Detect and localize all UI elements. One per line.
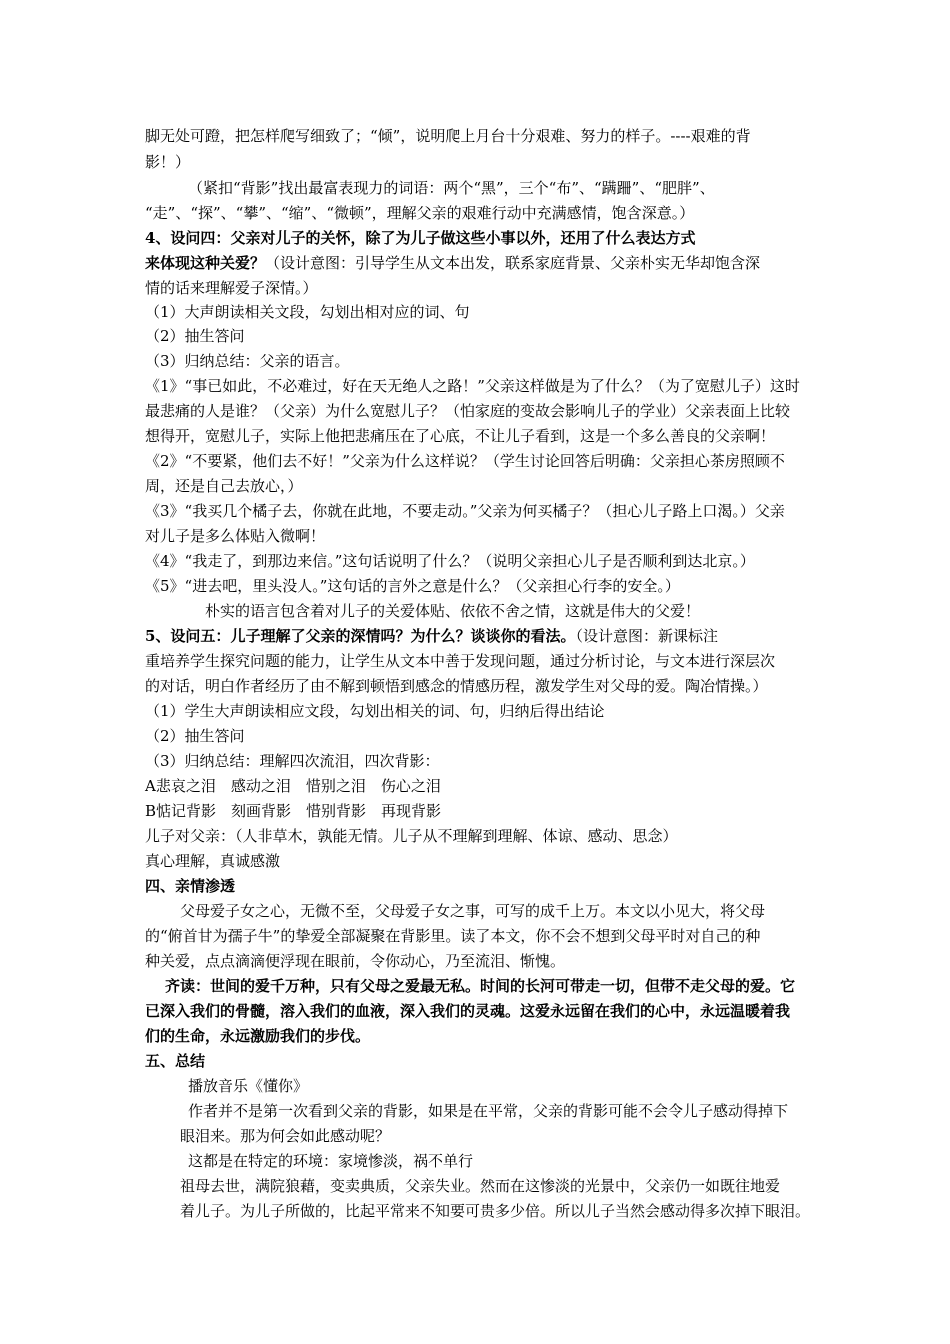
text-line: 种关爱，点点滴滴便浮现在眼前，令你动心，乃至流泪、惭愧。 [145,952,566,970]
text-line: 作者并不是第一次看到父亲的背影，如果是在平常，父亲的背影可能不会令儿子感动得掉下 [188,1102,789,1120]
question-heading: 4、设问四：父亲对儿子的关怀，除了为儿子做这些小事以外，还用了什么表达方式 [145,229,696,247]
text-line: 这都是在特定的环境：家境惨淡，祸不单行 [188,1152,474,1170]
text-line: “走”、“探”、“攀”、“缩”、“微顿”，理解父亲的艰难行动中充满感情，饱含深意。） [145,204,695,222]
text-line: 眼泪来。那为何会如此感动呢？ [180,1127,391,1145]
text-line: 周，还是自己去放心，） [145,477,303,495]
text-line: （2）抽生答问 [145,327,245,345]
text-line: 最悲痛的人是谁？（父亲）为什么宽慰儿子？（怕家庭的变故会影响儿子的学业）父亲表面上比较 [145,402,791,420]
text-line: 齐读：世间的爱千万种，只有父母之爱最无私。时间的长河可带走一切，但带不走父母的爱。它 [165,977,796,995]
text-line: 儿子对父亲：（人非草木，孰能无情。儿子从不理解到理解、体谅、感动、思念） [145,827,678,845]
text-line: 《3》“我买几个橘子去，你就在此地，不要走动。”父亲为何买橘子？（担心儿子路上口渴。）父亲 [145,502,785,520]
text-line: 着儿子。为儿子所做的，比起平常来不知要可贵多少倍。所以儿子当然会感动得多次掉下眼泪。 [180,1202,811,1220]
text-line: （2）抽生答问 [145,727,245,745]
text-line: 《2》“不要紧，他们去不好！”父亲为什么这样说？（学生讨论回答后明确：父亲担心茶房照顾不 [145,452,785,470]
text-line: 的“俯首甘为孺子牛”的挚爱全部凝聚在背影里。读了本文，你不会不想到父母平时对自己的种 [145,927,761,945]
text-line: 《5》“进去吧，里头没人。”这句话的言外之意是什么？（父亲担心行李的安全。） [145,577,680,595]
text-line [145,624,855,648]
text-line: 想得开，宽慰儿子，实际上他把悲痛压在了心底，不让儿子看到，这是一个多么善良的父亲啊！ [145,427,776,445]
text-line: （1）大声朗读相关文段，勾划出相对应的词、句 [145,303,470,321]
text-line: B惦记背影 刻画背影 惜别背影 再现背影 [145,802,442,820]
text-line: 们的生命，永远激励我们的步伐。 [145,1027,371,1045]
question-heading-part: 5、设问五：儿子理解了父亲的深情吗？为什么？谈谈你的看法。 [145,627,576,645]
text-line: A悲哀之泪 感动之泪 惜别之泪 伤心之泪 [145,777,441,795]
text-line: 真心理解，真诚感激 [145,852,281,870]
text-line [145,251,855,275]
text-line: （紧扣“背影”找出最富表现力的词语：两个“黑”，三个“布”、“蹒跚”、“肥胖”、 [188,179,715,197]
text-line: （1）学生大声朗读相应文段，勾划出相关的词、句，归纳后得出结论 [145,702,605,720]
text-line: 播放音乐《懂你》 [188,1077,309,1095]
text-line: 父母爱子女之心，无微不至，父母爱子女之事，可写的成千上万。本文以小见大，将父母 [180,902,766,920]
text-line: （3）归纳总结：父亲的语言。 [145,352,350,370]
text-line: 《1》“事已如此，不必难过，好在天无绝人之路！”父亲这样做是为了什么？（为了宽慰儿子）这时 [145,377,800,395]
text-line: 祖母去世，满院狼藉，变卖典质，父亲失业。然而在这惨淡的光景中，父亲仍一如既往地爱 [180,1177,781,1195]
text-line: 《4》“我走了，到那边来信。”这句话说明了什么？（说明父亲担心儿子是否顺利到达北京。） [145,552,755,570]
text-line: 对儿子是多么体贴入微啊！ [145,527,326,545]
design-note: （设计意图：新课标注 [575,627,718,645]
text-line: 情的话来理解爱子深情。） [145,279,318,297]
section-heading: 四、亲情渗透 [145,877,236,895]
text-line: 重培养学生探究问题的能力，让学生从文本中善于发现问题，通过分析讨论，与文本进行深层次 [145,652,776,670]
text-line: （3）归纳总结：理解四次流泪，四次背影： [145,752,440,770]
text-line: 朴实的语言包含着对儿子的关爱体贴、依依不舍之情，这就是伟大的父爱！ [205,602,701,620]
question-heading-part: 来体现这种关爱？ [145,254,266,272]
text-line: 的对话，明白作者经历了由不解到顿悟到感念的情感历程，激发学生对父母的爱。陶冶情操。） [145,677,768,695]
section-heading: 五、总结 [145,1052,206,1070]
text-line: 影！） [145,153,191,171]
text-line: 脚无处可蹬，把怎样爬写细致了；“倾”，说明爬上月台十分艰难、努力的样子。----艰难的背 [145,127,751,145]
text-line: 已深入我们的骨髓，溶入我们的血液，深入我们的灵魂。这爱永远留在我们的心中，永远温暖着我 [145,1002,791,1020]
design-note: （设计意图：引导学生从文本出发，联系家庭背景、父亲朴实无华却饱含深 [265,254,761,272]
